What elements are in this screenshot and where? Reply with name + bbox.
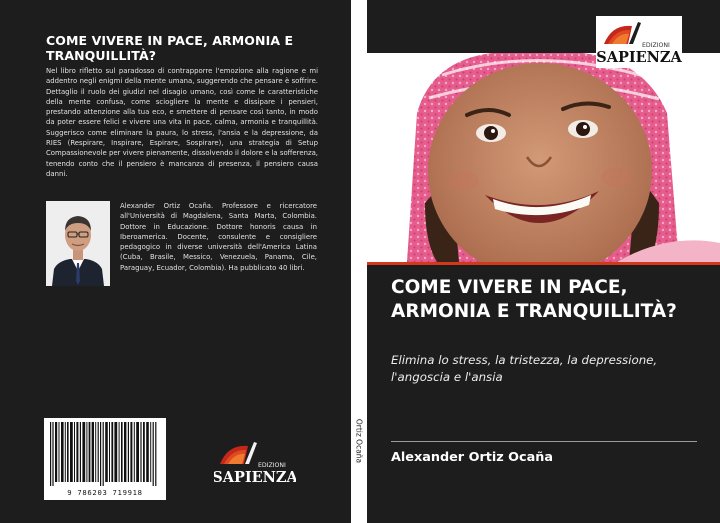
back-logo-name: SAPIENZA: [214, 469, 296, 486]
front-publisher-logo: [596, 16, 682, 68]
front-divider: [391, 441, 697, 442]
isbn-barcode: [44, 418, 166, 500]
back-publisher-logo: [214, 438, 296, 488]
spine-author: Ortiz Ocaña: [354, 418, 364, 464]
back-logo-small-text: EDIZIONI: [258, 462, 286, 469]
publisher-fan-icon: [604, 22, 641, 44]
back-cover-blurb: Nel libro rifletto sul paradosso di contrapporre l'emozione alla ragione e mi addentro negli enigmi della mente umana, suggerendo che pensare è soffrire. Dettaglio il ruolo dei giudizi nel disagio umano, così come le caratteristiche della mente confusa, come sciogliere la mente e dissipare i pensieri, prestando attenzione alla tua eco, e smettere di pensare così tanto, in modo da poter essere felici e vivere una vita in pace, calma, armonia e tranquillità. Suggerisco come eliminare la paura, lo stress, l'ansia e la depressione, da RIES (Respirare, Inspirare, Espirare, Sospirare), una strategia di Setup Compassionevole per vivere pienamente, dissolvendo il dolore e la sofferenza, tenendo conto che il pensiero è mancanza di presenza, il pensiero causa danni.: [46, 67, 318, 178]
publisher-fan-icon: [220, 442, 257, 464]
back-cover-title: COME VIVERE IN PACE, ARMONIA E TRANQUILLITÀ?: [46, 33, 294, 63]
front-cover-subtitle: Elimina lo stress, la tristezza, la depressione, l'angoscia e l'ansia: [391, 353, 658, 384]
accent-line: [367, 262, 720, 265]
cover-photo-smiling-child: [367, 53, 720, 262]
front-logo-small-text: EDIZIONI: [642, 42, 670, 49]
front-cover-title: COME VIVERE IN PACE, ARMONIA E TRANQUILLITÀ?: [391, 277, 677, 322]
front-logo-name: SAPIENZA: [596, 49, 682, 66]
front-cover-author: Alexander Ortiz Ocaña: [391, 450, 554, 465]
isbn-digits: 9 786203 719918: [67, 488, 143, 497]
author-photo: [46, 201, 110, 286]
author-bio: Alexander Ortiz Ocaña. Professore e ricercatore all'Università di Magdalena, Santa Marta, Colombia. Dottore in Educazione. Dottore honoris causa in Iberoamerica. Docente, consulente e consigliere pedagogico in diverse università dell'America Latina (Cuba, Brasile, Messico, Venezuela, Panama, Cile, Paraguay, Ecuador, Colombia). Ha pubblicato 40 libri.: [120, 202, 317, 272]
